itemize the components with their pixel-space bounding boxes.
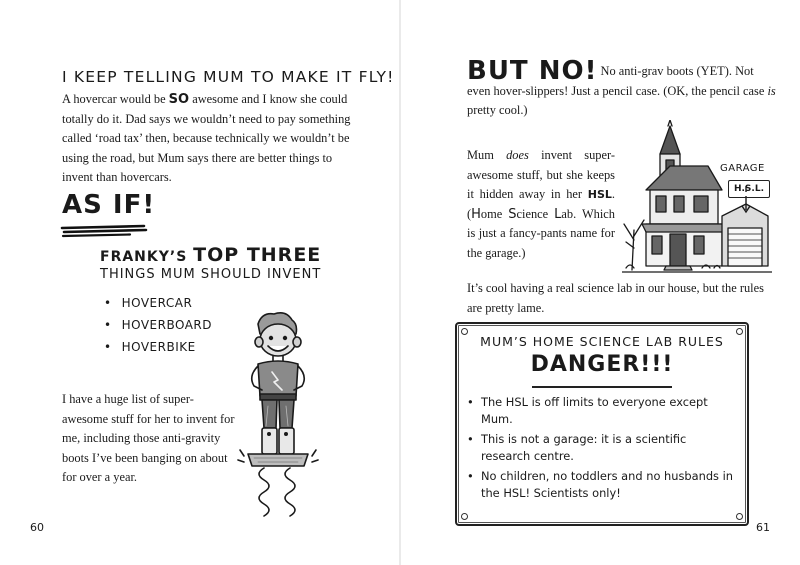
word-ab: ab. Which is just a fancy-pants name for the garage.) xyxy=(467,206,615,260)
boy-on-springs-illustration xyxy=(228,310,328,530)
house-illustration xyxy=(622,120,772,278)
screw-icon xyxy=(736,513,743,520)
rules-list xyxy=(467,394,737,505)
screw-icon xyxy=(461,513,468,520)
emphasis-so: SO xyxy=(168,92,190,107)
garage-label: GARAGE xyxy=(720,163,765,174)
cap-s: S xyxy=(508,206,517,222)
rule-item: • This is not a garage: it is a scientific research centre. xyxy=(467,431,737,465)
hsl-sign: H.S.L. xyxy=(728,180,770,198)
list-item: • HOVERCAR xyxy=(104,296,212,318)
hsl-text-1: Mum xyxy=(467,148,507,162)
paragraph-hovercar-start: A hovercar would be xyxy=(62,92,169,106)
paragraph-hsl xyxy=(467,146,615,263)
emphasis-does: does xyxy=(506,148,529,162)
list-item: • HOVERBIKE xyxy=(104,340,212,362)
page-number-right: 61 xyxy=(756,521,770,534)
cap-l: L xyxy=(554,206,562,222)
top-three-title-franky: FRANKY’S xyxy=(100,249,188,265)
invention-list xyxy=(104,296,212,362)
emphasis-is: is xyxy=(767,83,776,98)
heading-make-it-fly: I KEEP TELLING MUM TO MAKE IT FLY! xyxy=(62,68,395,86)
list-item: • HOVERBOARD xyxy=(104,318,212,340)
paragraph-but-no xyxy=(467,56,777,121)
paragraph-rules-lame: It’s cool having a real science lab in our house, but the rules are pretty lame. xyxy=(467,281,764,315)
paragraph-hovercar-end: awesome and I know she could totally do it. Dad says we wouldn’t need to pay something called ‘road tax’ then, because technically we wouldn’t be using the road, but Mum says there are better things to invent than hovercars. xyxy=(62,92,351,184)
book-spine xyxy=(399,0,401,565)
hsl-acronym: HSL xyxy=(587,188,612,201)
as-if-exclamation: AS IF! xyxy=(62,190,156,220)
sign-danger: DANGER!!! xyxy=(530,352,674,377)
rule-item: • The HSL is off limits to everyone except Mum. xyxy=(467,394,737,428)
cap-h: H xyxy=(471,206,481,222)
as-if-underline xyxy=(60,224,150,238)
sign-title: MUM’S HOME SCIENCE LAB RULES xyxy=(480,334,724,349)
paragraph-but-no-end: pretty cool.) xyxy=(467,103,528,117)
hsl-text-3: . ( xyxy=(467,187,615,221)
top-three-title-big: TOP THREE xyxy=(193,244,322,266)
word-cience: cience xyxy=(516,206,555,221)
word-ome: ome xyxy=(480,206,509,221)
paragraph-but-no-text: No anti-grav boots (YET). Not even hover-slippers! Just a pencil case. (OK, the pencil case xyxy=(467,64,768,98)
paragraph-hovercar xyxy=(62,90,360,188)
but-no-exclamation: BUT NO! xyxy=(467,56,598,86)
paragraph-huge-list: I have a huge list of super-awesome stuff for her to invent for me, including those anti-gravity boots I’ve been banging on about for over a year. xyxy=(62,392,235,484)
lab-rules-sign xyxy=(455,322,749,526)
top-three-subtitle: THINGS MUM SHOULD INVENT xyxy=(100,267,322,282)
rule-item: • No children, no toddlers and no husbands in the HSL! Scientists only! xyxy=(467,468,737,502)
danger-underline xyxy=(532,386,672,388)
page-number-left: 60 xyxy=(30,521,44,534)
top-three-title xyxy=(100,244,321,266)
hsl-text-2: invent super-awesome stuff, but she keeps it hidden away in her xyxy=(467,148,616,201)
